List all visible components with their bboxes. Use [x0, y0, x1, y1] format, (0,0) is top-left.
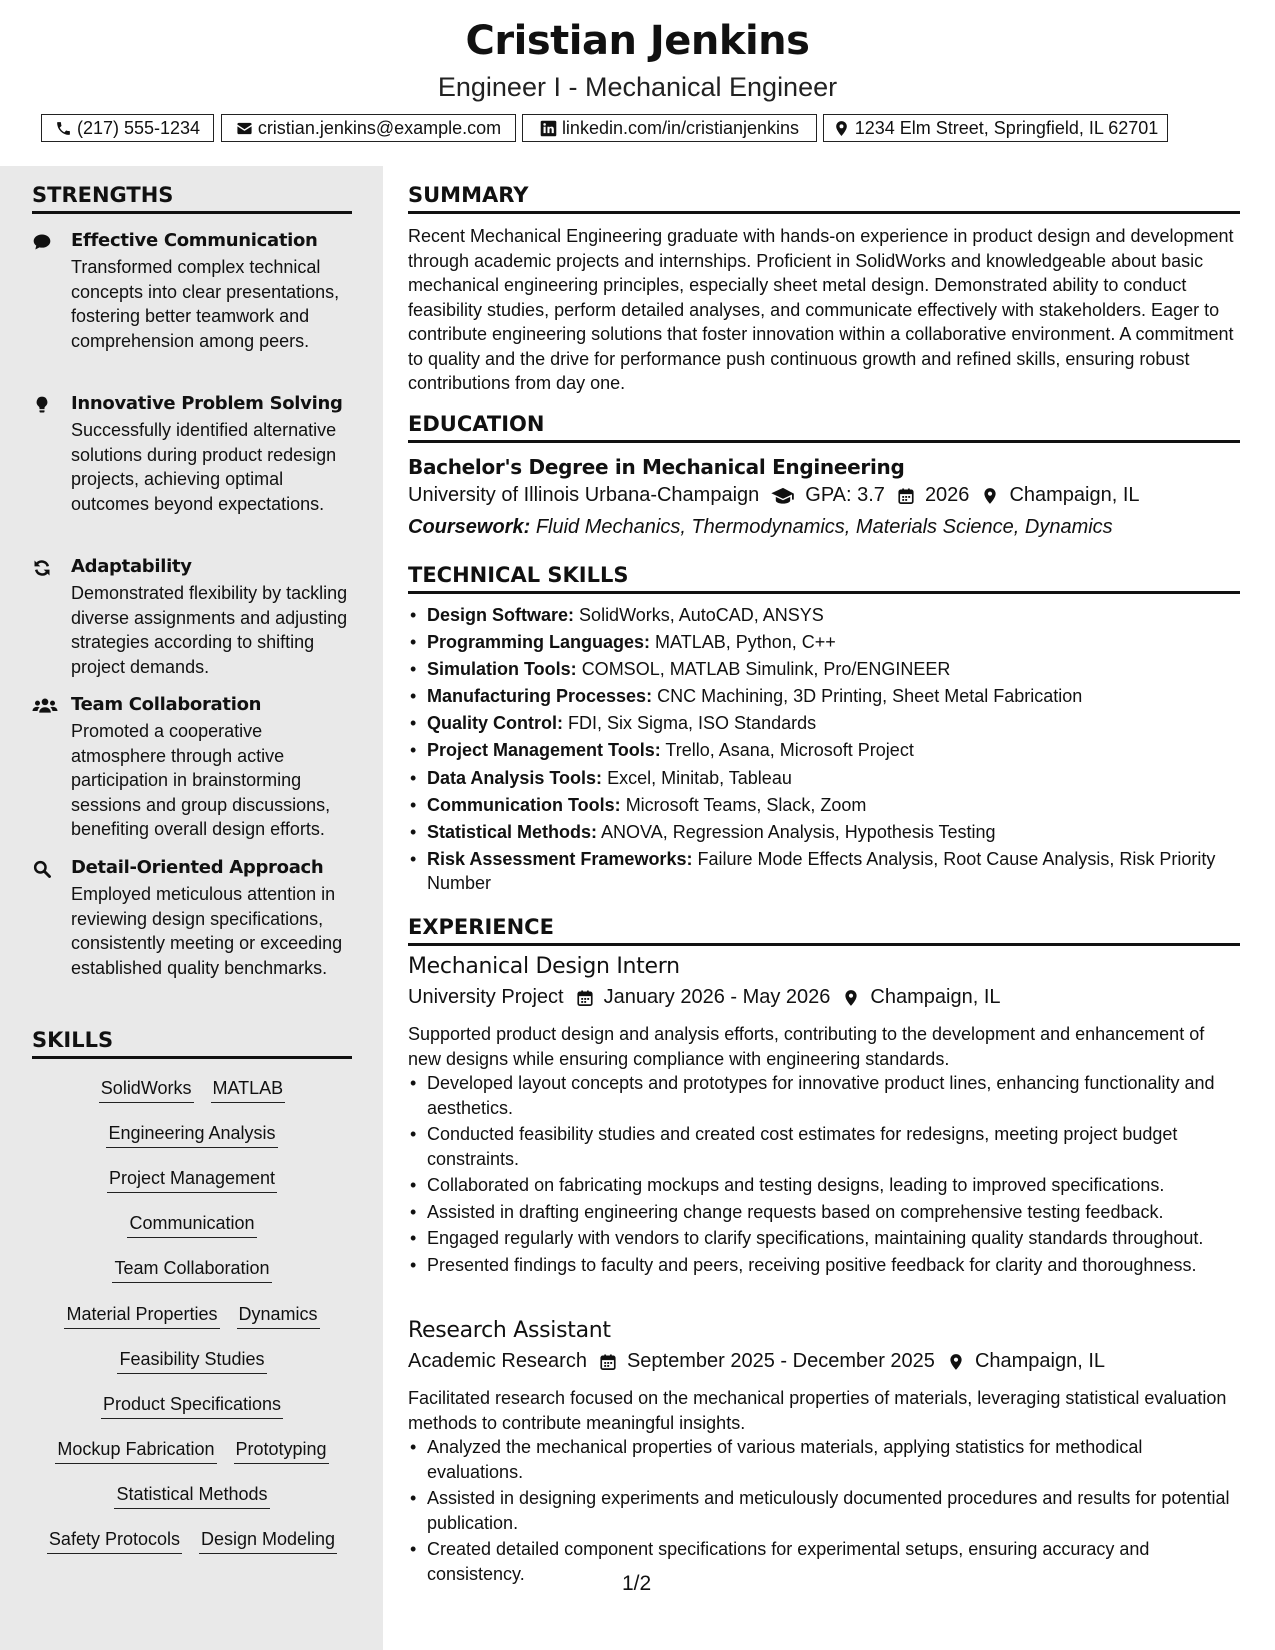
contact-phone-text: (217) 555-1234	[76, 117, 201, 138]
skill-row	[32, 1529, 352, 1554]
contact-email[interactable]	[221, 114, 516, 142]
job-org: University Project	[408, 986, 564, 1008]
contact-linkedin-text: linkedin.com/in/cristianjenkins	[561, 117, 800, 138]
contact-linkedin[interactable]	[522, 114, 817, 142]
tech-skill-value: Trello, Asana, Microsoft Project	[665, 740, 914, 761]
candidate-title: Engineer I - Mechanical Engineer	[437, 72, 838, 102]
lightbulb-icon	[32, 395, 54, 415]
skill-tag: Team Collaboration	[112, 1258, 271, 1283]
education-location: Champaign, IL	[1009, 484, 1140, 506]
candidate-name: Cristian Jenkins	[465, 18, 810, 64]
tech-skill-value: MATLAB, Python, C++	[655, 632, 836, 653]
map-pin-icon	[833, 120, 850, 137]
skill-tag: MATLAB	[211, 1078, 286, 1103]
strength-title: Effective Communication	[71, 230, 318, 251]
skill-row	[32, 1123, 352, 1148]
education-meta	[408, 484, 1140, 507]
list-item: • Collaborated on fabricating mockups and testing designs, leading to improved specifications.	[408, 1173, 1240, 1198]
skill-tag: Project Management	[107, 1168, 277, 1193]
experience-heading: EXPERIENCE	[408, 915, 1240, 946]
list-item	[408, 711, 1240, 736]
strength-title: Detail-Oriented Approach	[71, 857, 324, 878]
tech-skill-value: CNC Machining, 3D Printing, Sheet Metal Fabrication	[657, 686, 1083, 707]
job-bullets	[408, 1071, 1240, 1279]
skill-tag: Product Specifications	[101, 1394, 283, 1419]
tech-skill-label: Programming Languages:	[427, 632, 651, 653]
skill-tag: Communication	[127, 1213, 256, 1238]
strength-title: Adaptability	[71, 556, 192, 577]
list-item: • Developed layout concepts and prototypes for innovative product lines, enhancing functionality and aesthetics.	[408, 1071, 1240, 1120]
technical-skills-heading: TECHNICAL SKILLS	[408, 563, 1240, 594]
education-school: University of Illinois Urbana-Champaign	[408, 484, 760, 506]
speech-bubble-icon	[32, 232, 54, 252]
graduation-cap-icon	[771, 487, 795, 505]
job-summary: Supported product design and analysis efforts, contributing to the development and enhancement of new designs while ensuring compliance with engineering standards.	[408, 1024, 1205, 1069]
tech-skill-value: Microsoft Teams, Slack, Zoom	[625, 794, 867, 815]
skill-row	[32, 1394, 352, 1419]
list-item	[408, 793, 1240, 818]
tech-skill-label: Quality Control:	[427, 713, 563, 734]
skill-tag: Material Properties	[64, 1304, 219, 1329]
list-item: • Presented findings to faculty and peers, receiving positive feedback for clarity and thoroughness.	[408, 1253, 1240, 1278]
skill-row	[32, 1349, 352, 1374]
phone-icon	[55, 120, 72, 137]
job-dates: January 2026 - May 2026	[603, 986, 831, 1008]
list-item	[408, 847, 1240, 896]
calendar-icon	[599, 1353, 617, 1371]
tech-skill-label: Communication Tools:	[427, 794, 621, 815]
list-item	[408, 630, 1240, 655]
strength-title: Innovative Problem Solving	[71, 393, 343, 414]
skill-row	[32, 1484, 352, 1509]
skill-row	[32, 1439, 352, 1464]
list-item: • Analyzed the mechanical properties of various materials, applying statistics for methodical evaluations.	[408, 1435, 1240, 1484]
magnifier-icon	[32, 859, 54, 879]
job-dates: September 2025 - December 2025	[626, 1350, 935, 1372]
tech-skill-value: FDI, Six Sigma, ISO Standards	[568, 713, 817, 734]
skills-heading: SKILLS	[32, 1028, 352, 1059]
list-item: • Engaged regularly with vendors to clarify specifications, maintaining quality standards throughout.	[408, 1226, 1240, 1251]
contact-phone[interactable]	[41, 114, 214, 142]
skill-tag: Prototyping	[234, 1439, 329, 1464]
tech-skill-value: SolidWorks, AutoCAD, ANSYS	[579, 605, 824, 625]
tech-skill-label: Manufacturing Processes:	[427, 686, 653, 707]
skill-tag: SolidWorks	[99, 1078, 194, 1103]
tech-skill-value: Excel, Minitab, Tableau	[607, 767, 792, 788]
strength-description: Promoted a cooperative atmosphere through active participation in brainstorming sessions and group discussions, benefiting overall design efforts.	[71, 721, 331, 839]
strength-description: Demonstrated flexibility by tackling diverse assignments and adjusting strategies according to shifting project demands.	[71, 583, 348, 677]
strength-description: Employed meticulous attention in reviewing design specifications, consistently meeting or exceeding established quality benchmarks.	[71, 884, 343, 978]
skill-row	[32, 1258, 352, 1283]
calendar-icon	[897, 487, 915, 505]
linkedin-icon	[540, 120, 557, 137]
skill-row	[32, 1078, 352, 1103]
technical-skills-list	[408, 603, 1240, 898]
tech-skill-value: ANOVA, Regression Analysis, Hypothesis Testing	[601, 821, 996, 842]
skill-tag: Statistical Methods	[114, 1484, 269, 1509]
education-gpa: GPA: 3.7	[805, 484, 885, 506]
tech-skill-label: Statistical Methods:	[427, 821, 598, 842]
list-item	[408, 820, 1240, 845]
list-item: • Created detailed component specifications for experimental setups, ensuring accuracy and consistency.	[408, 1537, 1240, 1586]
sync-arrows-icon	[32, 558, 54, 578]
skill-row	[32, 1213, 352, 1238]
education-degree: Bachelor's Degree in Mechanical Engineering	[408, 455, 905, 479]
contact-email-text: cristian.jenkins@example.com	[257, 117, 502, 138]
education-heading: EDUCATION	[408, 412, 1240, 443]
skill-row	[32, 1168, 352, 1193]
envelope-icon	[236, 120, 253, 137]
map-pin-icon	[981, 487, 999, 505]
tech-skill-value: COMSOL, MATLAB Simulink, Pro/ENGINEER	[581, 659, 951, 680]
map-pin-icon	[947, 1353, 965, 1371]
job-role: Research Assistant	[408, 1318, 611, 1343]
list-item	[408, 684, 1240, 709]
skill-tag: Engineering Analysis	[106, 1123, 277, 1148]
skill-tag: Safety Protocols	[47, 1529, 182, 1554]
strength-description: Successfully identified alternative solutions during product redesign projects, achieving optimal outcomes beyond expectations.	[71, 420, 337, 514]
coursework-label: Coursework:	[408, 516, 531, 538]
list-item: • Assisted in drafting engineering change requests based on comprehensive testing feedback.	[408, 1200, 1240, 1225]
job-meta	[408, 986, 1001, 1009]
tech-skill-label: Design Software:	[427, 605, 575, 625]
contact-address[interactable]	[823, 114, 1168, 142]
list-item	[408, 738, 1240, 763]
strengths-heading: STRENGTHS	[32, 183, 352, 214]
job-location: Champaign, IL	[870, 986, 1001, 1008]
coursework-list: Fluid Mechanics, Thermodynamics, Materials Science, Dynamics	[535, 516, 1113, 538]
list-item: • Conducted feasibility studies and created cost estimates for redesigns, meeting project budget constraints.	[408, 1122, 1240, 1171]
users-icon	[32, 696, 58, 716]
job-role: Mechanical Design Intern	[408, 954, 680, 979]
skill-tag: Design Modeling	[199, 1529, 337, 1554]
calendar-icon	[576, 989, 594, 1007]
map-pin-icon	[842, 989, 860, 1007]
tech-skill-label: Simulation Tools:	[427, 659, 577, 680]
resume-header	[0, 0, 1275, 166]
list-item	[408, 766, 1240, 791]
tech-skill-label: Risk Assessment Frameworks:	[427, 848, 693, 869]
job-meta	[408, 1350, 1105, 1373]
page-number: 1/2	[622, 1572, 652, 1595]
list-item: • Assisted in designing experiments and meticulously documented procedures and results for potential publication.	[408, 1486, 1240, 1535]
job-org: Academic Research	[408, 1350, 587, 1372]
tech-skill-label: Project Management Tools:	[427, 740, 661, 761]
skill-tag: Mockup Fabrication	[55, 1439, 216, 1464]
summary-text: Recent Mechanical Engineering graduate with hands-on experience in product design and development through academic projects and internships. Proficient in SolidWorks and knowledgeable about basic mechanical engineering principles, especially sheet metal design. Demonstrated ability to conduct feasibility studies, perform detailed analyses, and communicate effectively with stakeholders. Eager to contribute engineering solutions that foster innovation within a collaborative environment. A commitment to quality and the drive for performance push continuous growth and refined skills, ensuring robust contributions from day one.	[408, 226, 1234, 393]
education-coursework	[408, 516, 1113, 539]
strength-title: Team Collaboration	[71, 694, 262, 715]
skill-tag: Dynamics	[237, 1304, 320, 1329]
strength-description: Transformed complex technical concepts into clear presentations, fostering better teamwork and comprehension among peers.	[71, 257, 340, 351]
contact-address-text: 1234 Elm Street, Springfield, IL 62701	[854, 117, 1159, 138]
job-location: Champaign, IL	[974, 1350, 1106, 1372]
skill-tag: Feasibility Studies	[117, 1349, 266, 1374]
tech-skill-value: Failure Mode Effects Analysis, Root Cause Analysis, Risk Priority Number	[427, 848, 1216, 894]
job-bullets	[408, 1435, 1240, 1588]
skill-row	[32, 1304, 352, 1329]
list-item	[408, 603, 1240, 628]
list-item	[408, 657, 1240, 682]
tech-skill-label: Data Analysis Tools:	[427, 767, 603, 788]
summary-heading: SUMMARY	[408, 183, 1240, 214]
job-summary: Facilitated research focused on the mechanical properties of materials, leveraging statistical evaluation methods to contribute meaningful insights.	[408, 1388, 1227, 1433]
education-year: 2026	[924, 484, 970, 506]
